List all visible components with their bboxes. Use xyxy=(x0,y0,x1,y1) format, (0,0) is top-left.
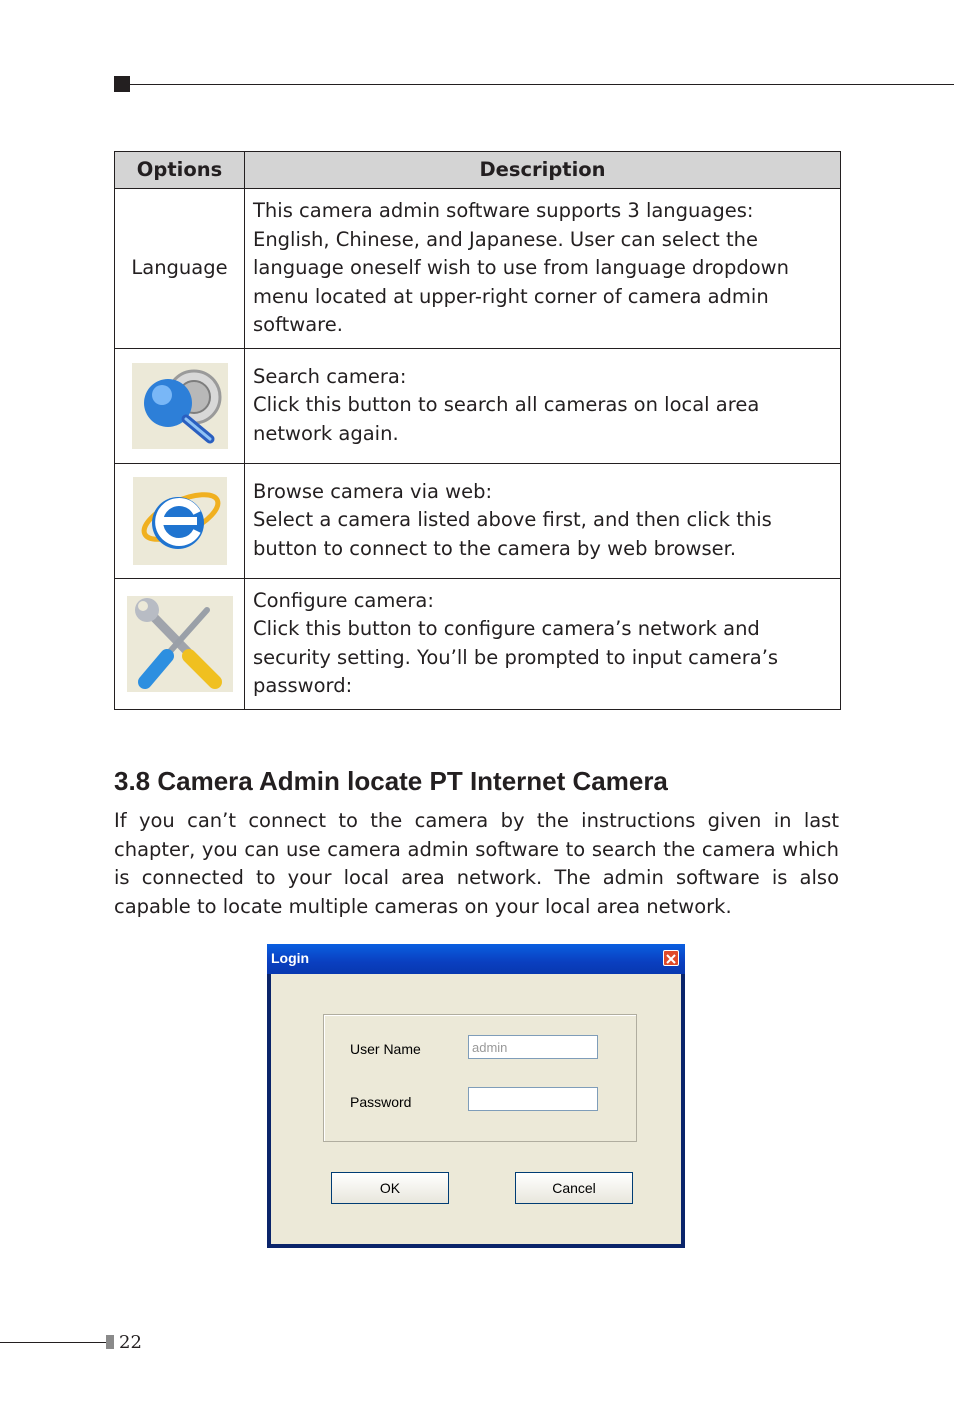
description-line: security setting. You’ll be prompted to input camera’s xyxy=(253,645,779,669)
description-line: This camera admin software supports 3 languages: xyxy=(253,199,754,222)
description-cell xyxy=(245,578,841,709)
options-header: Options xyxy=(115,152,245,189)
dialog-titlebar[interactable] xyxy=(267,944,685,974)
dialog-title: Login xyxy=(271,950,310,966)
option-browse xyxy=(115,463,245,578)
footer-rule xyxy=(0,1342,106,1343)
footer-marker xyxy=(106,1335,114,1349)
table-row xyxy=(115,348,841,463)
login-dialog xyxy=(267,944,685,1248)
table-row xyxy=(115,578,841,709)
description-header: Description xyxy=(245,152,841,189)
description-cell xyxy=(245,189,841,349)
table-row xyxy=(115,463,841,578)
internet-explorer-icon xyxy=(133,477,227,565)
password-field[interactable] xyxy=(468,1087,598,1111)
username-field[interactable] xyxy=(468,1035,598,1059)
option-configure xyxy=(115,578,245,709)
username-label: User Name xyxy=(350,1041,421,1057)
description-line: button to connect to the camera by web browser. xyxy=(253,536,737,560)
table-row xyxy=(115,189,841,349)
option-search xyxy=(115,348,245,463)
description-line: Click this button to configure camera’s network and xyxy=(253,617,760,640)
description-line: Configure camera: xyxy=(253,588,434,612)
header-marker xyxy=(114,76,130,92)
section-body: If you can’t connect to the camera by the instructions given in last chapter, you can use camera admin software to search the camera which is connected to your local area network. The admin software is also capable to locate multiple cameras on your local area network. xyxy=(114,809,839,918)
cancel-button[interactable]: Cancel xyxy=(515,1172,633,1204)
options-table xyxy=(114,151,841,710)
ok-button[interactable]: OK xyxy=(331,1172,449,1204)
description-line: Click this button to search all cameras on local area xyxy=(253,393,760,417)
description-line: English, Chinese, and Japanese. User can select the xyxy=(253,227,758,251)
section-title: 3.8 Camera Admin locate PT Internet Camera xyxy=(114,766,668,796)
close-icon xyxy=(664,952,678,966)
close-button[interactable] xyxy=(663,950,679,966)
option-language: Language xyxy=(115,189,245,349)
search-camera-icon xyxy=(132,363,228,449)
dialog-body xyxy=(271,974,681,1244)
description-line: password: xyxy=(253,674,353,697)
header-rule xyxy=(130,84,954,85)
description-line: language oneself wish to use from language dropdown xyxy=(253,256,789,279)
description-line: menu located at upper-right corner of camera admin xyxy=(253,284,769,308)
wrench-screwdriver-icon xyxy=(127,596,233,692)
description-cell xyxy=(245,463,841,578)
table-header-row xyxy=(115,152,841,189)
description-line: Search camera: xyxy=(253,364,407,388)
description-line: Select a camera listed above first, and then click this xyxy=(253,508,772,532)
description-line: network again. xyxy=(253,421,399,445)
description-line: software. xyxy=(253,313,343,336)
description-line: Browse camera via web: xyxy=(253,479,493,503)
password-label: Password xyxy=(350,1094,412,1110)
page-number: 22 xyxy=(119,1332,142,1353)
credentials-group xyxy=(323,1014,637,1142)
description-cell xyxy=(245,348,841,463)
